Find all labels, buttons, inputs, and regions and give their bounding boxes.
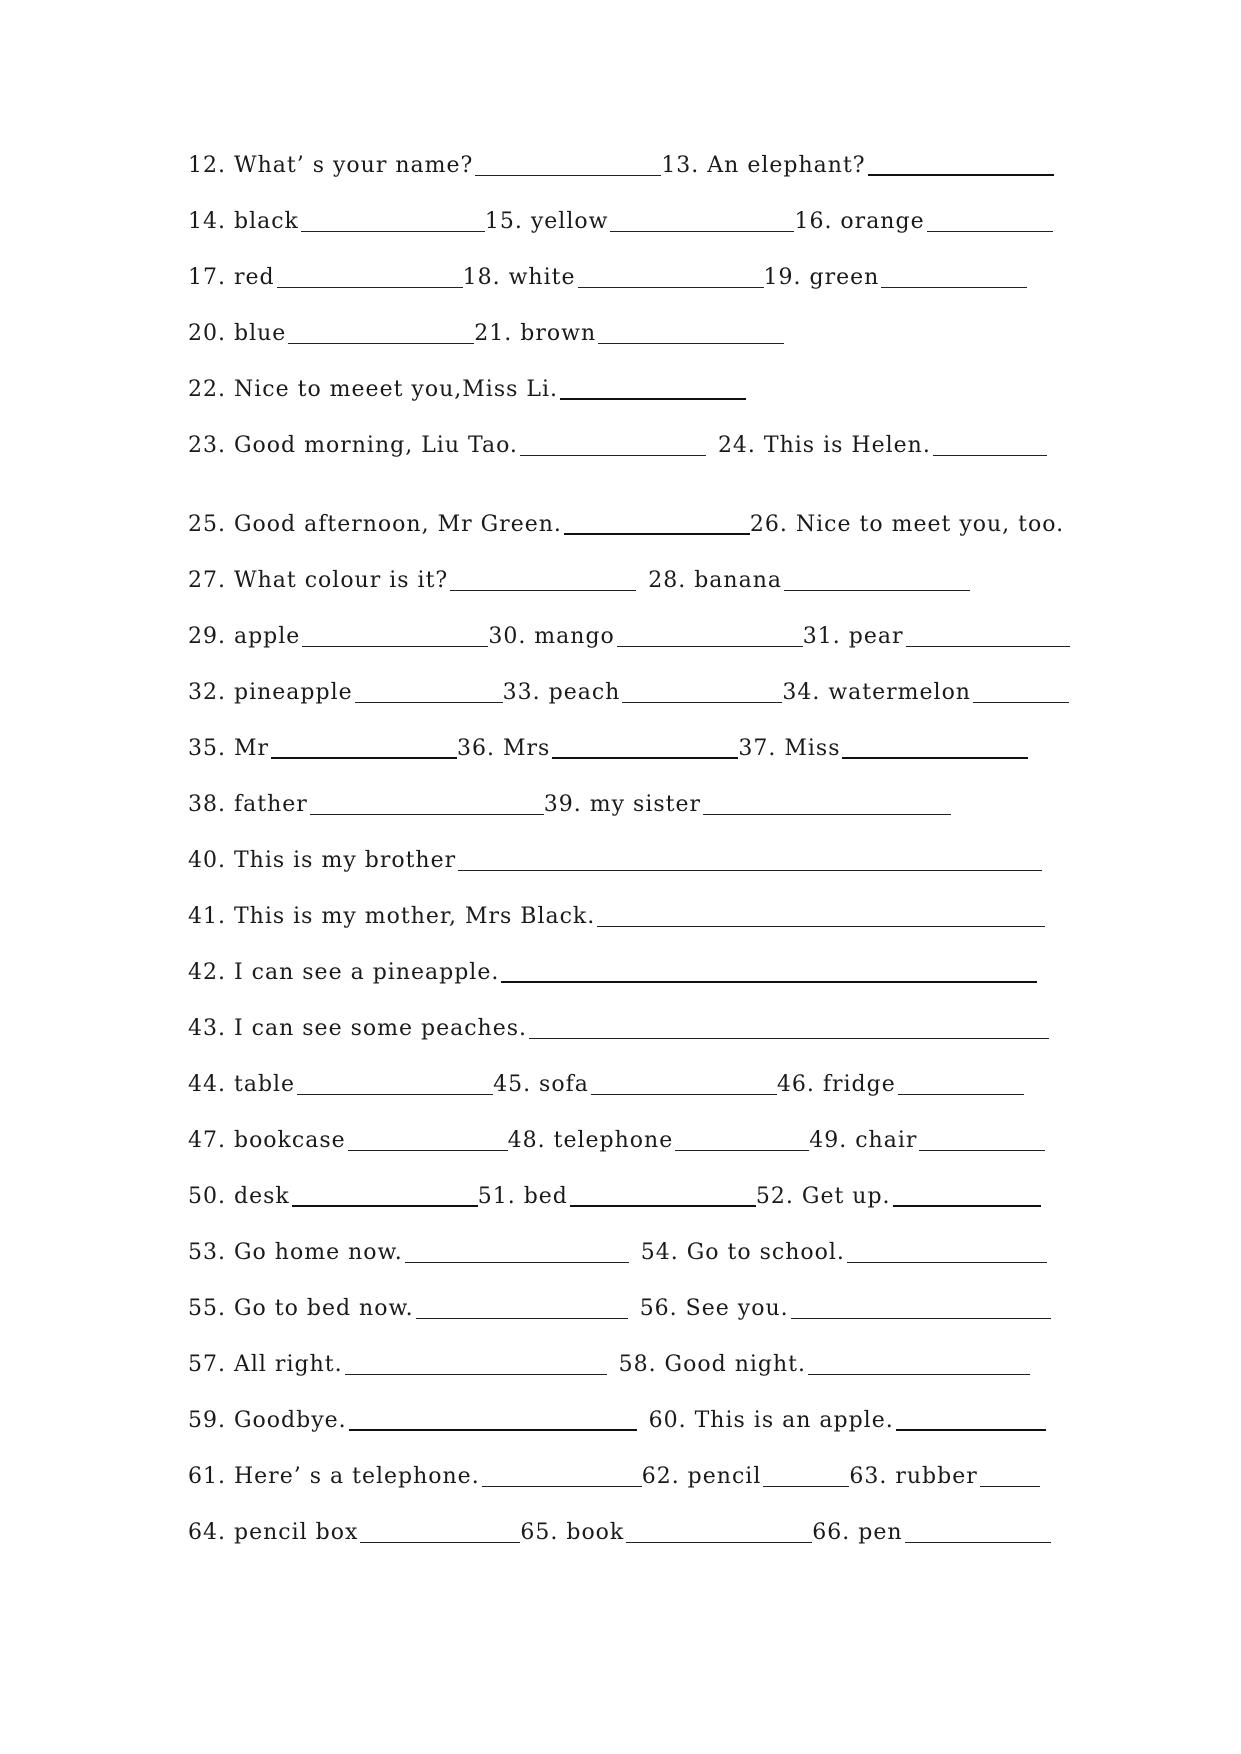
question-26	[750, 511, 1064, 539]
question-49	[809, 1127, 1045, 1155]
question-text: 43. I can see some peaches.	[188, 1016, 528, 1041]
answer-blank[interactable]	[617, 624, 803, 647]
answer-blank[interactable]	[763, 1464, 849, 1487]
question-text: 66. pen	[812, 1520, 903, 1545]
answer-blank[interactable]	[520, 433, 706, 456]
question-40	[188, 847, 1042, 875]
question-66	[812, 1519, 1050, 1547]
question-20	[188, 320, 474, 348]
worksheet-row	[188, 1291, 1054, 1323]
question-15	[485, 208, 795, 236]
question-text: 62. pencil	[641, 1464, 762, 1489]
question-44	[188, 1071, 493, 1099]
answer-blank[interactable]	[610, 209, 794, 232]
answer-blank[interactable]	[277, 265, 463, 288]
question-42	[188, 959, 1037, 987]
question-21	[474, 320, 784, 348]
question-text: 55. Go to bed now.	[188, 1296, 414, 1321]
answer-blank[interactable]	[349, 1407, 637, 1431]
question-56	[640, 1295, 1051, 1323]
worksheet-row	[188, 428, 1054, 460]
worksheet-row	[188, 899, 1054, 931]
question-14	[188, 208, 485, 236]
question-45	[493, 1071, 777, 1099]
question-text: 20. blue	[188, 321, 287, 346]
question-text: 29. apple	[188, 624, 301, 649]
answer-blank[interactable]	[927, 209, 1053, 232]
question-text: 32. pineapple	[188, 680, 353, 705]
question-text: 48. telephone	[507, 1128, 674, 1153]
question-53	[188, 1239, 629, 1267]
question-text: 24. This is Helen.	[717, 433, 931, 458]
question-text: 34. watermelon	[782, 680, 971, 705]
answer-blank[interactable]	[898, 1072, 1024, 1095]
worksheet-row	[188, 1067, 1054, 1099]
answer-blank[interactable]	[868, 152, 1054, 176]
question-text: 64. pencil box	[188, 1520, 359, 1545]
answer-blank[interactable]	[271, 735, 457, 759]
question-52	[756, 1183, 1041, 1211]
question-29	[188, 623, 488, 651]
question-text: 40. This is my brother	[188, 848, 457, 873]
answer-blank[interactable]	[458, 848, 1042, 871]
question-text: 52. Get up.	[755, 1184, 891, 1209]
answer-blank[interactable]	[288, 321, 474, 344]
question-text: 63. rubber	[849, 1464, 978, 1489]
question-text: 26. Nice to meet you, too.	[749, 512, 1065, 537]
question-text: 22. Nice to meeet you,Miss Li.	[188, 377, 559, 402]
question-text: 18. white	[462, 265, 576, 290]
worksheet-row	[188, 731, 1054, 763]
answer-blank[interactable]	[791, 1296, 1051, 1319]
answer-blank[interactable]	[450, 568, 636, 591]
question-60	[649, 1407, 1046, 1435]
answer-blank[interactable]	[348, 1128, 508, 1151]
answer-blank[interactable]	[482, 1464, 642, 1487]
answer-blank[interactable]	[980, 1464, 1040, 1487]
worksheet-row	[188, 1403, 1054, 1435]
question-35	[188, 735, 457, 763]
question-text: 39. my sister	[543, 792, 702, 817]
question-text: 46. fridge	[776, 1072, 896, 1097]
question-text: 14. black	[188, 209, 299, 234]
answer-blank[interactable]	[405, 1240, 629, 1263]
answer-blank[interactable]	[355, 680, 503, 703]
question-36	[457, 735, 738, 763]
question-text: 28. banana	[648, 568, 782, 593]
worksheet-row	[188, 1459, 1054, 1491]
question-24	[718, 432, 1047, 460]
question-16	[794, 208, 1052, 236]
question-text: 16. orange	[794, 209, 925, 234]
question-text: 50. desk	[188, 1184, 290, 1209]
question-34	[782, 679, 1069, 707]
question-text: 38. father	[188, 792, 308, 817]
answer-blank[interactable]	[896, 1407, 1046, 1431]
question-47	[188, 1127, 508, 1155]
question-text: 33. peach	[502, 680, 621, 705]
question-text: 54. Go to school.	[640, 1240, 845, 1265]
answer-blank[interactable]	[973, 680, 1069, 703]
answer-blank[interactable]	[906, 624, 1070, 647]
question-text: 49. chair	[809, 1128, 918, 1153]
worksheet-row	[188, 507, 1065, 539]
question-text: 27. What colour is it?	[188, 568, 449, 593]
question-63	[849, 1463, 1039, 1491]
question-text: 23. Good morning, Liu Tao.	[188, 433, 518, 458]
question-text: 25. Good afternoon, Mr Green.	[188, 512, 562, 537]
question-text: 51. bed	[477, 1184, 568, 1209]
question-text: 56. See you.	[639, 1296, 789, 1321]
answer-blank[interactable]	[475, 153, 661, 176]
question-text: 36. Mrs	[457, 736, 551, 761]
answer-blank[interactable]	[675, 1128, 809, 1151]
worksheet-row	[188, 1347, 1054, 1379]
question-text: 42. I can see a pineapple.	[188, 960, 500, 985]
worksheet-row	[188, 843, 1054, 875]
answer-blank[interactable]	[310, 792, 544, 815]
question-text: 19. green	[763, 265, 880, 290]
question-text: 41. This is my mother, Mrs Black.	[188, 904, 596, 929]
question-32	[188, 679, 503, 707]
answer-blank[interactable]	[360, 1520, 520, 1543]
question-65	[520, 1519, 812, 1547]
answer-blank[interactable]	[626, 1520, 812, 1543]
answer-blank[interactable]	[297, 1072, 493, 1095]
answer-blank[interactable]	[578, 265, 764, 288]
question-text: 44. table	[188, 1072, 296, 1097]
question-text: 15. yellow	[484, 209, 609, 234]
answer-blank[interactable]	[301, 209, 485, 232]
question-50	[188, 1183, 478, 1211]
question-text: 12. What’ s your name?	[188, 153, 474, 178]
question-61	[188, 1463, 642, 1491]
answer-blank[interactable]	[302, 624, 488, 647]
question-55	[188, 1295, 628, 1323]
question-12	[188, 152, 661, 180]
answer-blank[interactable]	[622, 680, 782, 703]
worksheet-row	[188, 1515, 1054, 1547]
question-62	[642, 1463, 850, 1491]
question-text: 57. All right.	[188, 1352, 343, 1377]
question-48	[508, 1127, 810, 1155]
question-text: 31. pear	[802, 624, 904, 649]
question-text: 47. bookcase	[188, 1128, 346, 1153]
worksheet-row	[188, 148, 1054, 180]
answer-blank[interactable]	[881, 265, 1027, 288]
question-text: 30. mango	[488, 624, 615, 649]
question-18	[463, 264, 764, 292]
question-text: 45. sofa	[493, 1072, 589, 1097]
worksheet-row	[188, 1235, 1054, 1267]
question-text: 35. Mr	[188, 736, 270, 761]
answer-blank[interactable]	[560, 376, 746, 400]
question-28	[648, 567, 970, 595]
question-57	[188, 1351, 607, 1379]
worksheet-row	[188, 204, 1054, 236]
question-text: 13. An elephant?	[661, 153, 866, 178]
question-58	[619, 1351, 1030, 1379]
question-46	[777, 1071, 1024, 1099]
answer-blank[interactable]	[808, 1352, 1030, 1375]
question-text: 17. red	[188, 265, 275, 290]
question-22	[188, 376, 746, 404]
question-text: 53. Go home now.	[188, 1240, 403, 1265]
answer-blank[interactable]	[842, 735, 1028, 759]
question-59	[188, 1407, 637, 1435]
answer-blank[interactable]	[905, 1520, 1051, 1543]
question-text: 59. Goodbye.	[188, 1408, 347, 1433]
question-19	[764, 264, 1028, 292]
question-38	[188, 791, 544, 819]
question-text: 61. Here’ s a telephone.	[188, 1464, 480, 1489]
question-text: 58. Good night.	[618, 1352, 806, 1377]
worksheet-row	[188, 1011, 1054, 1043]
answer-blank[interactable]	[591, 1072, 777, 1095]
question-39	[544, 791, 951, 819]
answer-blank[interactable]	[847, 1240, 1047, 1263]
question-27	[188, 567, 636, 595]
worksheet-row	[188, 316, 1054, 348]
answer-blank[interactable]	[784, 568, 970, 591]
worksheet-row	[188, 619, 1054, 651]
question-text: 65. book	[520, 1520, 625, 1545]
answer-blank[interactable]	[570, 1183, 756, 1207]
worksheet-row	[188, 1179, 1054, 1211]
question-text: 21. brown	[474, 321, 597, 346]
question-37	[738, 735, 1028, 763]
question-17	[188, 264, 463, 292]
answer-blank[interactable]	[345, 1352, 607, 1375]
question-31	[803, 623, 1070, 651]
worksheet-row	[188, 260, 1054, 292]
question-text: 37. Miss	[738, 736, 841, 761]
answer-blank[interactable]	[529, 1016, 1049, 1039]
worksheet-row	[188, 372, 1054, 404]
question-text: 60. This is an apple.	[648, 1408, 894, 1433]
worksheet-row	[188, 563, 1054, 595]
worksheet-row	[188, 1123, 1054, 1155]
question-54	[641, 1239, 1047, 1267]
answer-blank[interactable]	[292, 1183, 478, 1207]
answer-blank[interactable]	[501, 959, 1037, 983]
question-30	[488, 623, 802, 651]
answer-blank[interactable]	[552, 735, 738, 759]
answer-blank[interactable]	[703, 792, 951, 815]
answer-blank[interactable]	[416, 1296, 628, 1319]
question-33	[503, 679, 783, 707]
worksheet-row	[188, 675, 1054, 707]
worksheet-row	[188, 787, 1054, 819]
answer-blank[interactable]	[893, 1183, 1041, 1207]
answer-blank[interactable]	[597, 904, 1045, 927]
answer-blank[interactable]	[564, 511, 750, 535]
question-13	[661, 152, 1053, 180]
question-43	[188, 1015, 1049, 1043]
question-41	[188, 903, 1045, 931]
answer-blank[interactable]	[933, 433, 1047, 456]
question-64	[188, 1519, 520, 1547]
question-25	[188, 511, 750, 539]
question-23	[188, 432, 706, 460]
worksheet-row	[188, 955, 1054, 987]
question-51	[478, 1183, 756, 1211]
answer-blank[interactable]	[919, 1128, 1045, 1151]
answer-blank[interactable]	[598, 321, 784, 344]
